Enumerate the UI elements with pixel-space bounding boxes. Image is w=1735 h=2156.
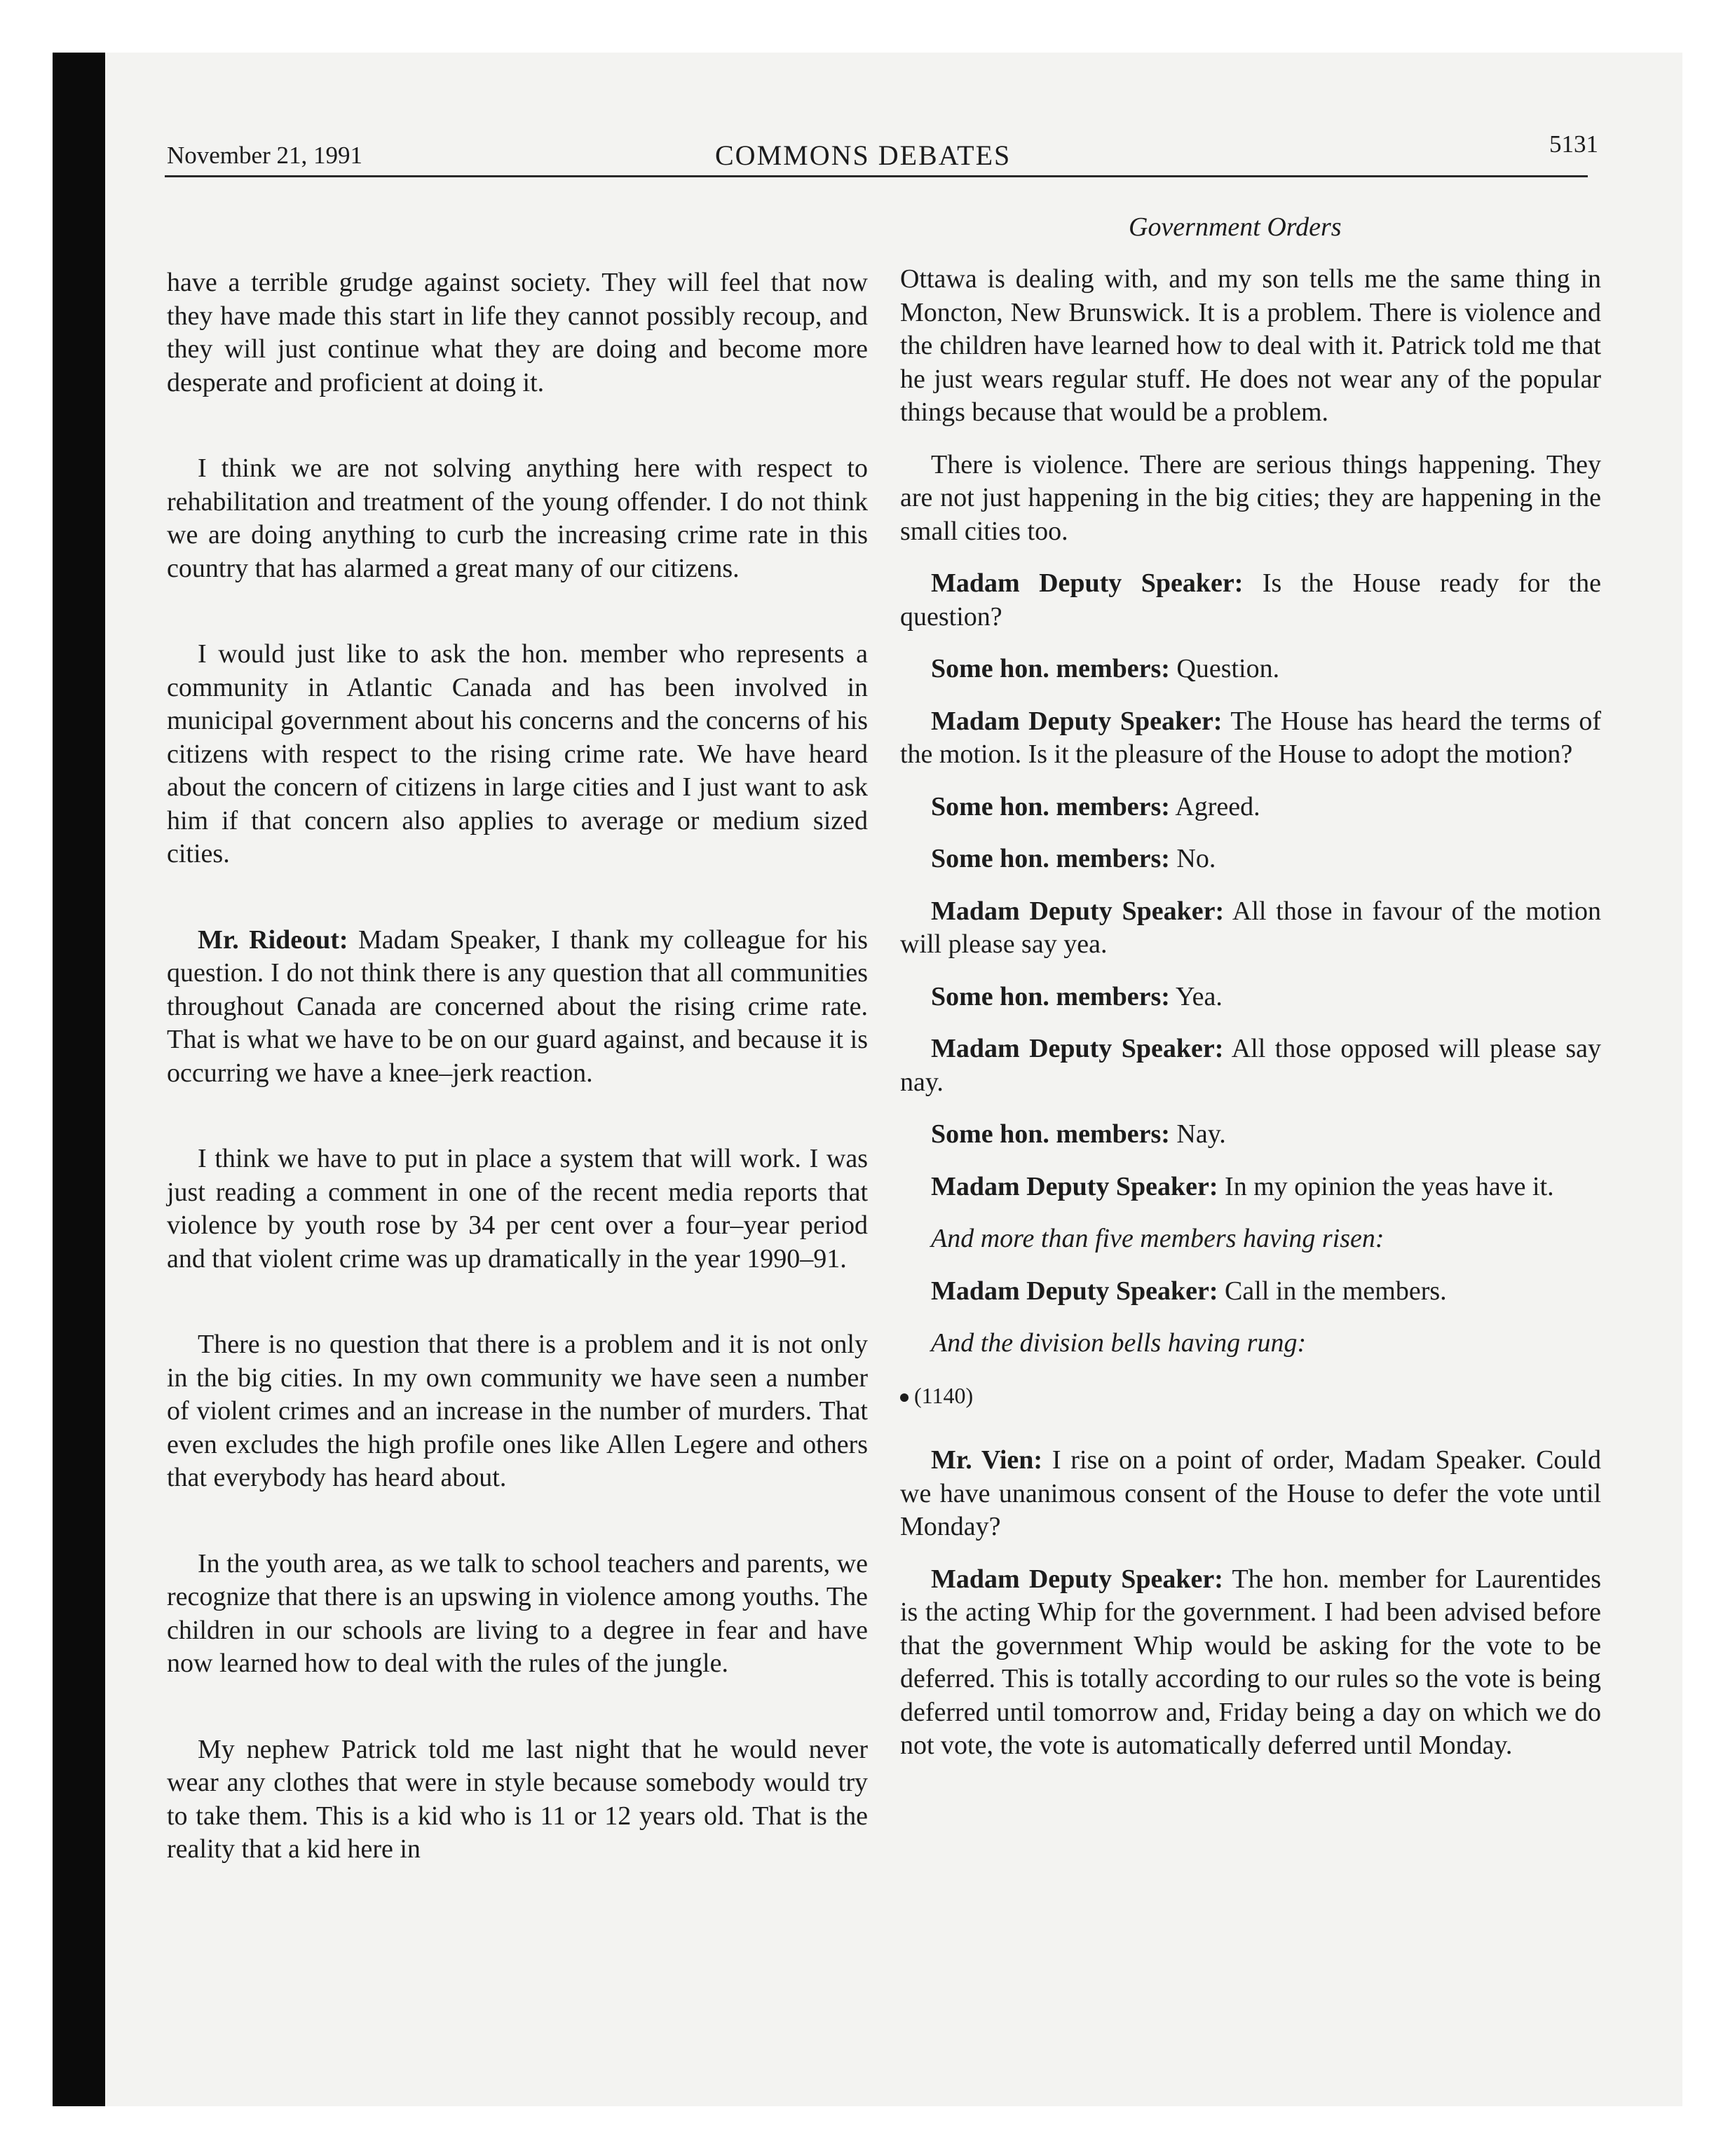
speech-text: Agreed.: [1175, 791, 1260, 821]
header-publication: COMMONS DEBATES: [715, 139, 1012, 171]
speech-paragraph: [900, 1171, 1601, 1204]
speech-text: Is the House ready for the question?: [900, 568, 1601, 632]
speaker-name: Madam Deputy Speaker:: [931, 1564, 1223, 1594]
paragraph: There is no question that there is a problem and it is not only in the big cities. In my own community we have seen a number of violent crimes and an increase in the number of murders. That even excludes the high profile ones like Allen Legere and others that everybody has heard about.: [167, 1330, 868, 1492]
speech-paragraph: [900, 1275, 1601, 1309]
paragraph: There is violence. There are serious things happening. They are not just happening in the big cities; they are happening in the small cities too.: [900, 449, 1601, 546]
speaker-name: Some hon. members:: [931, 844, 1170, 873]
header-rule: [165, 175, 1588, 177]
speaker-name: Madam Deputy Speaker:: [931, 1034, 1224, 1063]
paragraph: In the youth area, as we talk to school teachers and parents, we recognize that there is an upswing in violence among youths. The children in our schools are living to a degree in fear and have now learned how to deal with the rules of the jungle.: [167, 1548, 868, 1678]
speech-paragraph: [900, 1032, 1601, 1099]
speech-paragraph: [167, 924, 868, 1091]
speech-text: Question.: [1176, 654, 1280, 683]
paragraph: Ottawa is dealing with, and my son tells me the same thing in Moncton, New Brunswick. It is a problem. There is violence and the children have learned how to deal with it. Patrick told me that he just wears regular stuff. He does not wear any of the popular things because that would be a problem.: [900, 264, 1601, 427]
paragraph: have a terrible grudge against society. They will feel that now they have made this start in life they cannot possibly recoup, and they will just continue what they are doing and become more desperate and proficient at doing it.: [167, 268, 868, 397]
speaker-name: Mr. Rideout:: [198, 925, 348, 955]
speech-text: All those opposed will please say nay.: [900, 1034, 1602, 1097]
speaker-name: Some hon. members:: [931, 981, 1170, 1011]
right-column: [900, 263, 1601, 1763]
speaker-name: Madam Deputy Speaker:: [931, 896, 1225, 926]
speech-text: The hon. member for Laurentides is the acting Whip for the government. I had been advised before that the government Whip would be asking for the vote to be deferred. This is totally according to our rules so the vote is being deferred until tomorrow and, Friday being a day on which we do not vote, the vote is automatically deferred until Monday.: [900, 1564, 1601, 1760]
speech-paragraph: [900, 1563, 1601, 1763]
timestamp-text: (1140): [914, 1382, 974, 1408]
speech-paragraph: [900, 981, 1601, 1014]
speech-paragraph: [900, 1118, 1601, 1152]
speech-paragraph: [900, 842, 1601, 876]
paragraph: I think we have to put in place a system that will work. I was just reading a comment in one of the recent media reports that violence by youth rose by 34 per cent over a four–year period and that violent crime was up dramatically in the year 1990–91.: [167, 1144, 868, 1274]
paragraph: I would just like to ask the hon. member who represents a community in Atlantic Canada and has been involved in municipal government about his concerns and the concerns of his citizens with respect to the rising crime rate. We have heard about the concern of citizens in large cities and I just want to ask him if that concern also applies to average or medium sized cities.: [167, 639, 868, 868]
paragraph: My nephew Patrick told me last night that he would never wear any clothes that were in style because somebody would try to take them. This is a kid who is 11 or 12 years old. That is the reality that a kid here in: [167, 1734, 868, 1864]
speech-text: All those in favour of the motion will please say yea.: [900, 896, 1601, 959]
speech-paragraph: [900, 653, 1601, 686]
speech-text: Yea.: [1176, 981, 1223, 1011]
speech-paragraph: [900, 791, 1601, 824]
speaker-name: Madam Deputy Speaker:: [931, 706, 1223, 736]
speaker-name: Some hon. members:: [931, 1119, 1170, 1149]
stage-direction: And more than five members having risen:: [931, 1224, 1384, 1253]
speaker-name: Madam Deputy Speaker:: [931, 568, 1244, 598]
speech-text: No.: [1176, 844, 1216, 873]
scan-edge: [53, 53, 105, 2106]
speech-text: The House has heard the terms of the motion. Is it the pleasure of the House to adopt the motion?: [900, 706, 1601, 769]
speech-text: I rise on a point of order, Madam Speaker. Could we have unanimous consent of the House to defer the vote until Monday?: [900, 1445, 1601, 1541]
speech-text: Call in the members.: [1225, 1276, 1447, 1306]
speech-text: Nay.: [1176, 1119, 1226, 1149]
speaker-name: Mr. Vien:: [931, 1445, 1043, 1475]
bullet-icon: [900, 1393, 909, 1402]
speech-paragraph: [900, 1444, 1601, 1544]
page-number: 5131: [1549, 130, 1598, 158]
stage-direction: And the division bells having rung:: [931, 1328, 1307, 1358]
timestamp: [900, 1379, 1601, 1413]
speech-paragraph: [900, 567, 1601, 634]
left-column: [167, 266, 868, 1867]
speaker-name: Madam Deputy Speaker:: [931, 1171, 1218, 1201]
section-heading: Government Orders: [1129, 212, 1342, 242]
paragraph: I think we are not solving anything here with respect to rehabilitation and treatment of the young offender. I do not think we are doing anything to curb the increasing crime rate in this country that has alarmed a great many of our citizens.: [167, 453, 868, 583]
header-date: November 21, 1991: [167, 142, 362, 169]
speech-paragraph: [900, 705, 1601, 772]
speaker-name: Some hon. members:: [931, 791, 1170, 821]
speech-text: Madam Speaker, I thank my colleague for his question. I do not think there is any question that all communities throughout Canada are concerned about the rising crime rate. That is what we have to be on our guard against, and because it is occurring we have a knee–jerk reaction.: [167, 925, 868, 1088]
speech-paragraph: [900, 895, 1601, 962]
speech-text: In my opinion the yeas have it.: [1225, 1171, 1554, 1201]
speaker-name: Some hon. members:: [931, 654, 1170, 683]
speaker-name: Madam Deputy Speaker:: [931, 1276, 1218, 1306]
